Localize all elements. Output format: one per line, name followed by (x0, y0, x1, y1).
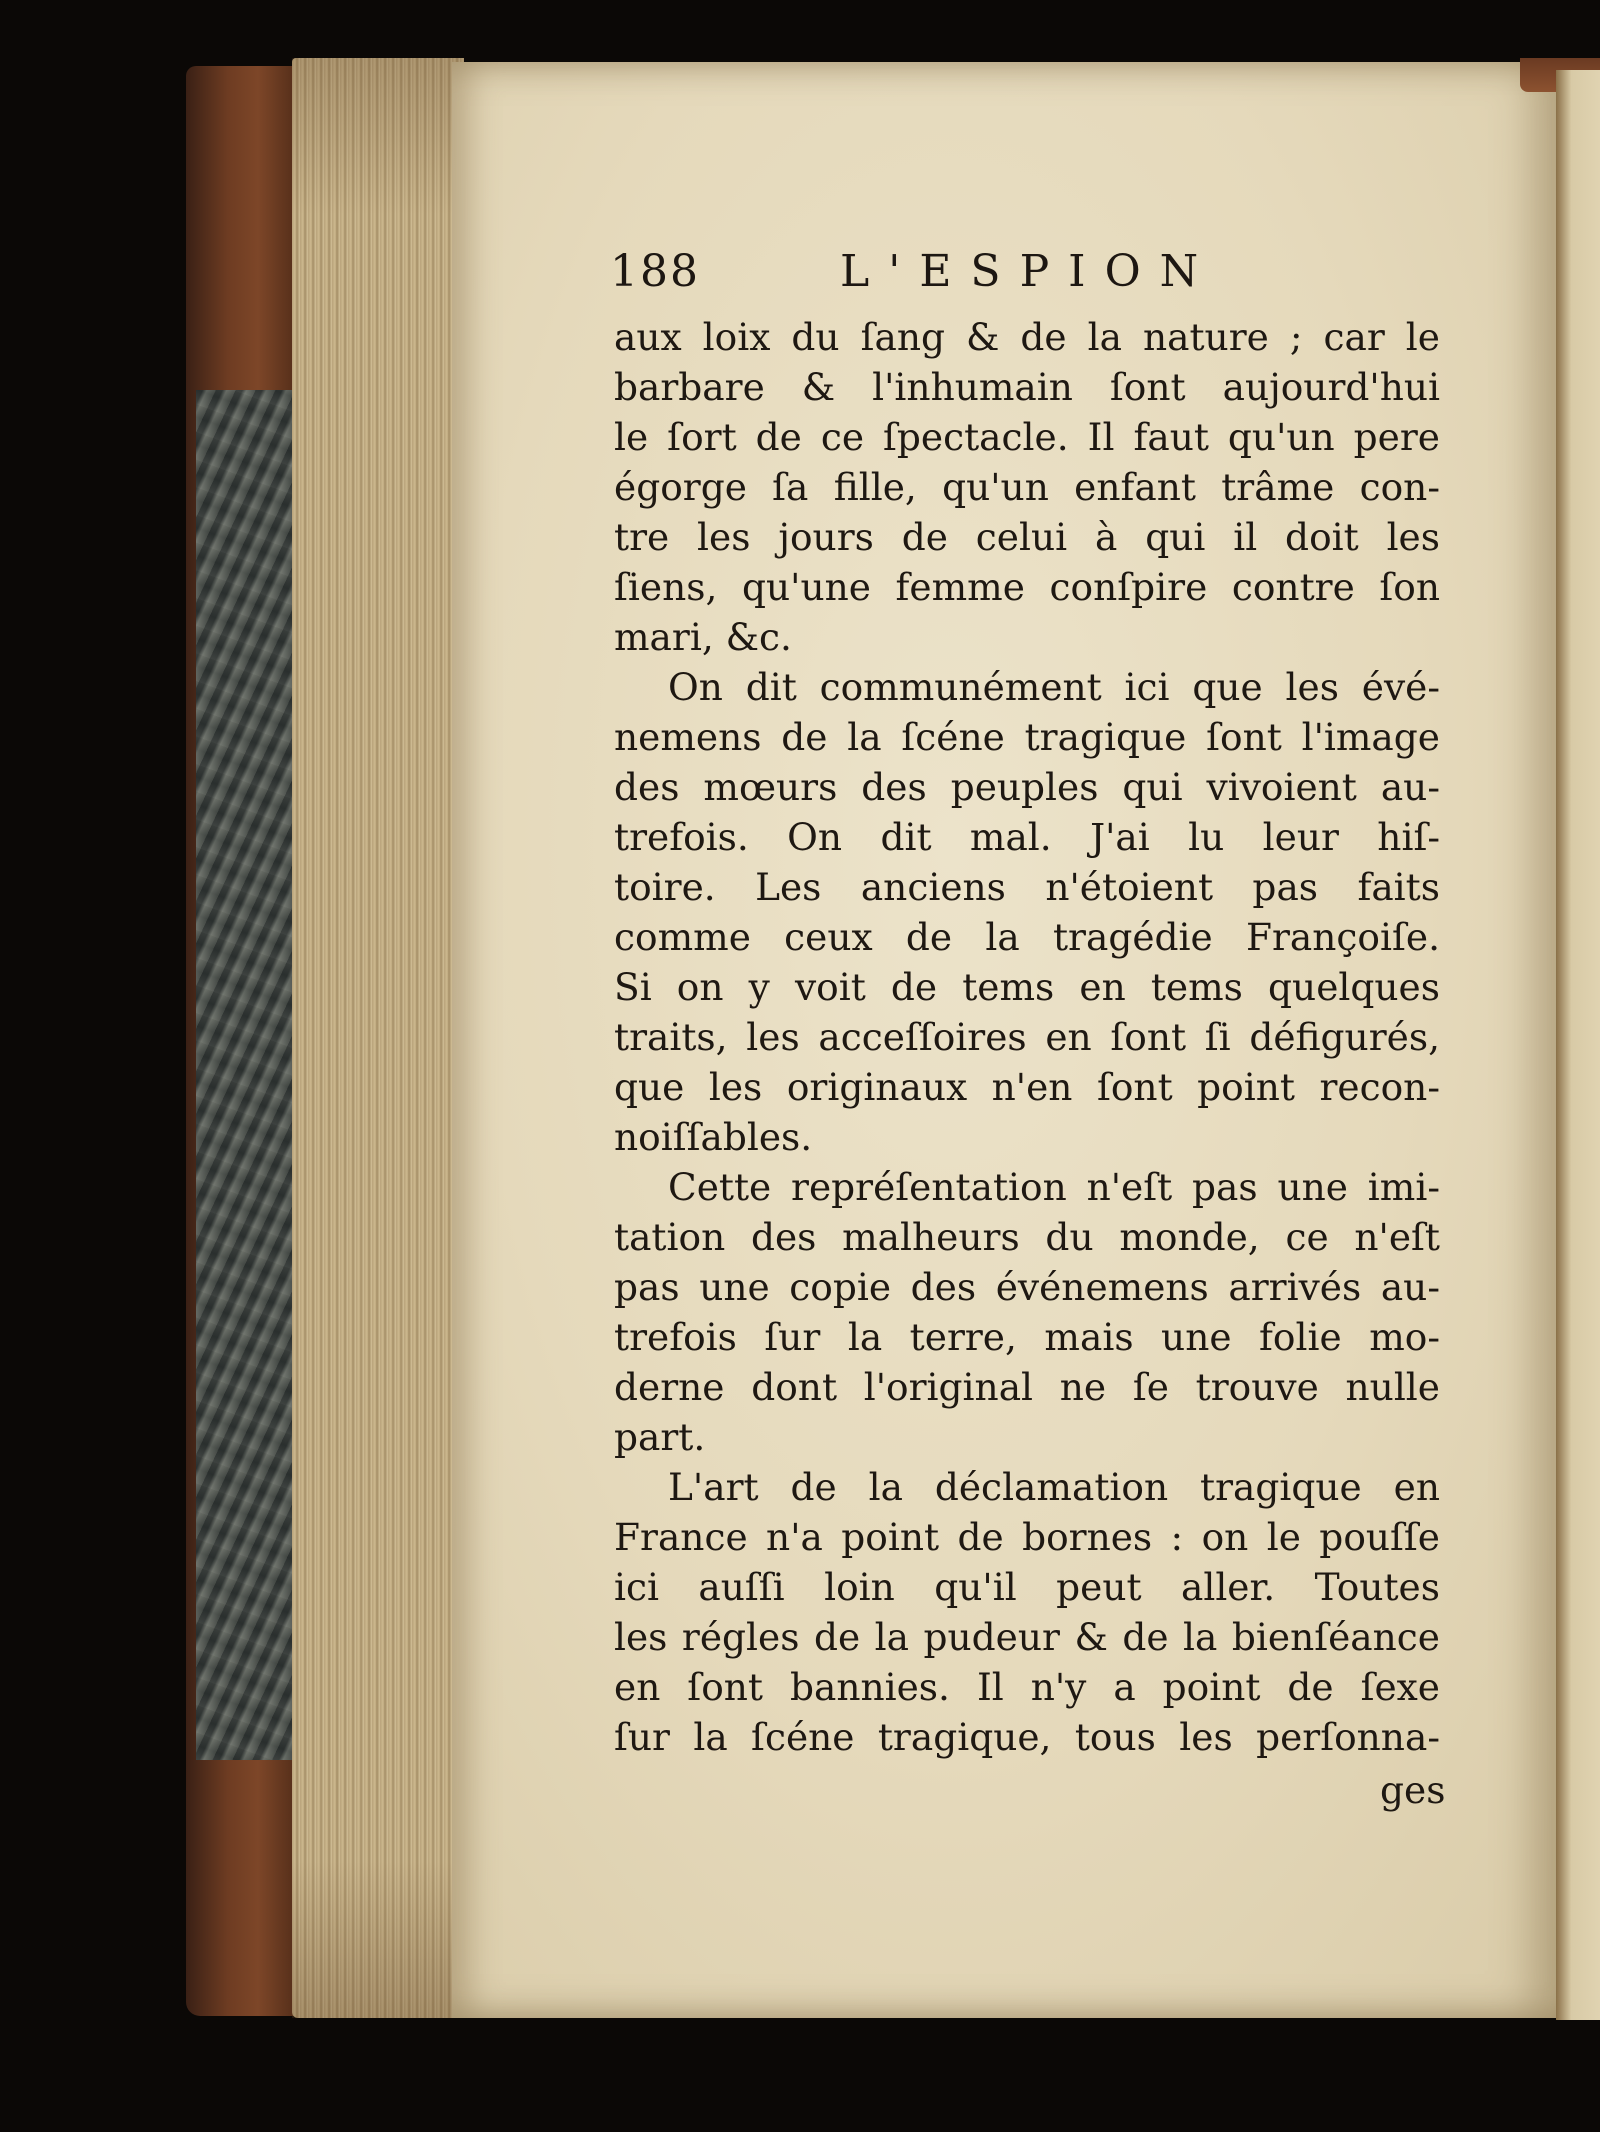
catchword: ges (1380, 1768, 1446, 1812)
marbled-endpaper (196, 390, 292, 1760)
text-line: en ſont bannies. Il n'y a point de ſexe (614, 1665, 1440, 1709)
text-line: tre les jours de celui à qui il doit les (614, 515, 1440, 559)
text-line: Si on y voit de tems en tems quelques (614, 965, 1440, 1009)
text-line: barbare & l'inhumain ſont aujourd'hui (614, 365, 1440, 409)
facing-page-edge (1556, 70, 1600, 2020)
text-line: comme ceux de la tragédie Françoiſe. (614, 915, 1440, 959)
text-line: ſiens, qu'une femme conſpire contre ſon (614, 565, 1440, 609)
text-line: France n'a point de bornes : on le pouſſe (614, 1515, 1440, 1559)
text-line: nemens de la ſcéne tragique ſont l'image (614, 715, 1440, 759)
text-line: aux loix du ſang & de la nature ; car le (614, 315, 1440, 359)
text-line: Cette repréſentation n'eſt pas une imi- (668, 1165, 1440, 1209)
page-edges (292, 58, 464, 2018)
text-line: égorge ſa fille, qu'un enfant trâme con- (614, 465, 1440, 509)
running-title: L'ESPION (840, 246, 1218, 297)
body-text (614, 312, 1440, 1762)
text-line: L'art de la déclamation tragique en (668, 1465, 1440, 1509)
text-line: On dit communément ici que les évé- (668, 665, 1440, 709)
page-number: 188 (610, 246, 700, 297)
text-line: des mœurs des peuples qui vivoient au- (614, 765, 1440, 809)
text-line: part. (614, 1415, 706, 1459)
text-line: trefois ſur la terre, mais une folie mo- (614, 1315, 1440, 1359)
text-line: ſur la ſcéne tragique, tous les perſonna- (614, 1715, 1440, 1759)
text-line: toire. Les anciens n'étoient pas faits (614, 865, 1440, 909)
text-line: mari, &c. (614, 615, 792, 659)
text-line: pas une copie des événemens arrivés au- (614, 1265, 1440, 1309)
text-line: tation des malheurs du monde, ce n'eſt (614, 1215, 1440, 1259)
text-line: le ſort de ce ſpectacle. Il faut qu'un pere (614, 415, 1440, 459)
running-head (610, 246, 1530, 316)
text-line: ici auſſi loin qu'il peut aller. Toutes (614, 1565, 1440, 1609)
text-line: que les originaux n'en ſont point recon- (614, 1065, 1440, 1109)
text-line: traits, les acceſſoires en ſont ſi défigurés, (614, 1015, 1440, 1059)
text-line: derne dont l'original ne ſe trouve nulle (614, 1365, 1440, 1409)
text-line: noiſſables. (614, 1115, 813, 1159)
text-line: les régles de la pudeur & de la bienſéance (614, 1615, 1440, 1659)
text-line: trefois. On dit mal. J'ai lu leur hiſ- (614, 815, 1440, 859)
